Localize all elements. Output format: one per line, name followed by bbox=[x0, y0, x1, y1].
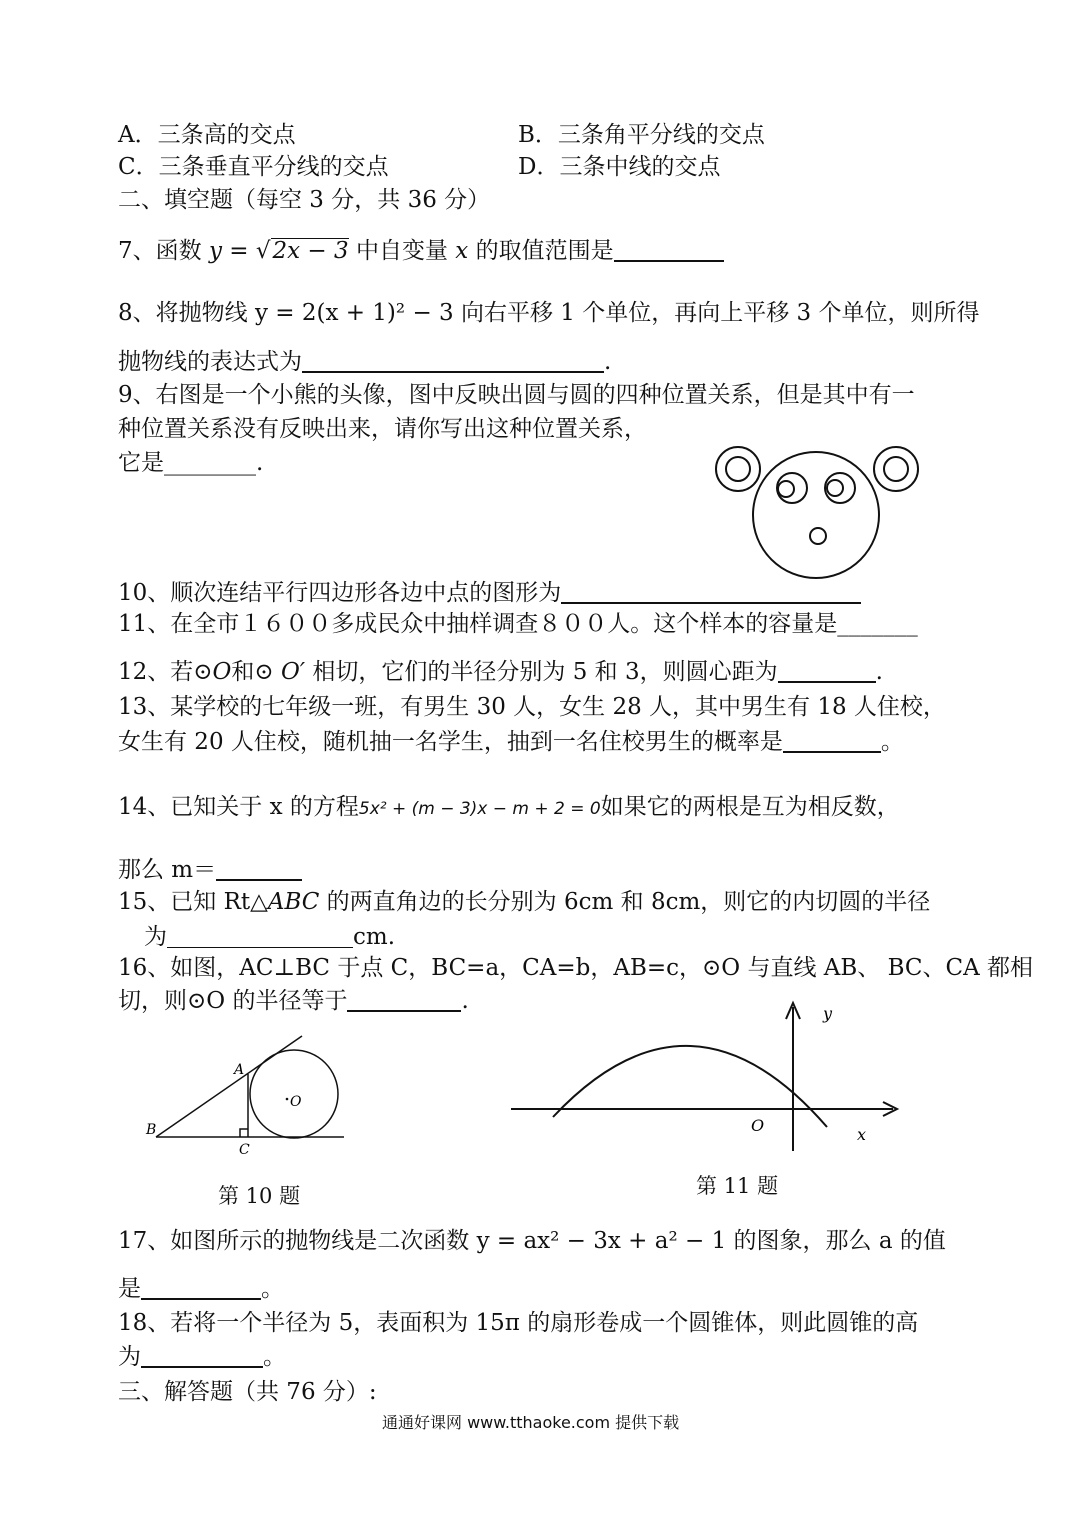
label-origin: O bbox=[751, 1116, 765, 1135]
q8-line2-text: 抛物线的表达式为 bbox=[118, 349, 302, 375]
question-9-line3: 它是________. bbox=[118, 450, 264, 476]
question-18-line2 bbox=[118, 1342, 286, 1372]
right-angle-mark bbox=[240, 1129, 248, 1137]
q7-var: x bbox=[455, 238, 469, 264]
label-y: y bbox=[823, 1004, 833, 1023]
q7-answer-blank[interactable] bbox=[614, 238, 724, 262]
q12-prefix: 12、若⊙ bbox=[118, 659, 213, 685]
q14-prefix: 14、已知关于 x 的方程 bbox=[118, 794, 359, 820]
section-3-heading: 三、解答题（共 76 分）: bbox=[118, 1379, 377, 1405]
right-ear-inner bbox=[884, 457, 908, 481]
label-b: B bbox=[146, 1122, 157, 1138]
label-c: C bbox=[239, 1142, 250, 1158]
radical-sign: √ bbox=[255, 238, 271, 264]
q12-mid: 和⊙ bbox=[231, 659, 281, 685]
q10-text: 10、顺次连结平行四边形各边中点的图形为 bbox=[118, 580, 562, 606]
q8-answer-blank[interactable] bbox=[302, 349, 604, 373]
question-15-line2 bbox=[144, 922, 395, 952]
left-eye-inner bbox=[778, 481, 794, 497]
q7-suffix: 的取值范围是 bbox=[468, 238, 614, 264]
question-16-line2 bbox=[118, 986, 469, 1016]
q17-answer-blank[interactable] bbox=[141, 1276, 261, 1300]
q7-eq: = bbox=[221, 238, 256, 264]
parabola-axes-figure bbox=[505, 995, 915, 1155]
center-dot bbox=[286, 1098, 289, 1101]
question-13-line2 bbox=[118, 727, 904, 757]
question-17-line2 bbox=[118, 1274, 284, 1304]
q16-answer-blank[interactable] bbox=[347, 988, 461, 1012]
q14-answer-blank[interactable] bbox=[216, 857, 302, 881]
q13-answer-blank[interactable] bbox=[783, 729, 881, 753]
q18-answer-blank[interactable] bbox=[141, 1344, 263, 1368]
q15-line1a: 15、已知 Rt△ bbox=[118, 889, 268, 915]
q12-o2: O′ bbox=[281, 659, 306, 685]
q7-func: y bbox=[208, 238, 222, 264]
label-x: x bbox=[857, 1125, 867, 1144]
left-ear-inner bbox=[726, 457, 750, 481]
mouth-circle bbox=[810, 528, 826, 544]
q12-end: . bbox=[875, 659, 883, 685]
question-15-line1 bbox=[118, 887, 930, 917]
q12-answer-blank[interactable] bbox=[778, 659, 876, 683]
question-7 bbox=[118, 236, 724, 266]
right-eye-inner bbox=[827, 480, 843, 496]
q14-suffix: 如果它的两根是互为相反数， bbox=[600, 794, 900, 820]
q18-end: 。 bbox=[263, 1344, 286, 1370]
question-8-line2 bbox=[118, 347, 611, 377]
left-eye-outer bbox=[777, 473, 807, 503]
right-eye-outer bbox=[825, 473, 855, 503]
page-footer: 通通好课网 www.tthaoke.com 提供下载 bbox=[382, 1413, 680, 1432]
q13-line2-text: 女生有 20 人住校，随机抽一名学生，抽到一名住校男生的概率是 bbox=[118, 729, 783, 755]
q13-end: 。 bbox=[880, 729, 904, 755]
figure-10-caption: 第 10 题 bbox=[218, 1184, 301, 1208]
question-8-line1: 8、将抛物线 y = 2(x + 1)² − 3 向右平移 1 个单位，再向上平移 3 个单位，则所得 bbox=[118, 300, 980, 326]
bear-head-figure bbox=[700, 440, 930, 580]
question-14-line1 bbox=[118, 792, 900, 824]
label-o: O bbox=[290, 1094, 302, 1110]
right-ear-outer bbox=[874, 447, 918, 491]
parabola-curve bbox=[553, 1046, 827, 1127]
q14-formula: 5x² + (m − 3)x − m + 2 = 0 bbox=[358, 799, 601, 819]
question-13-line1: 13、某学校的七年级一班，有男生 30 人，女生 28 人，其中男生有 18 人住校， bbox=[118, 694, 946, 720]
option-b: B．三条角平分线的交点 bbox=[518, 122, 765, 148]
q8-end: . bbox=[604, 349, 612, 375]
head-circle bbox=[753, 452, 879, 578]
question-9-line2: 种位置关系没有反映出来，请你写出这种位置关系， bbox=[118, 416, 647, 442]
question-17-line1: 17、如图所示的抛物线是二次函数 y = ax² − 3x + a² − 1 的图象，那么 a 的值 bbox=[118, 1228, 946, 1254]
option-c: C．三条垂直平分线的交点 bbox=[118, 154, 389, 180]
q16-line2-text: 切，则⊙O 的半径等于 bbox=[118, 988, 348, 1014]
question-12 bbox=[118, 657, 883, 687]
question-18-line1: 18、若将一个半径为 5，表面积为 15π 的扇形卷成一个圆锥体，则此圆锥的高 bbox=[118, 1310, 919, 1336]
q12-o1: O bbox=[212, 659, 232, 685]
left-ear-outer bbox=[716, 447, 760, 491]
triangle-circle-figure bbox=[140, 1030, 370, 1160]
line-ab bbox=[156, 1036, 302, 1137]
q16-end: . bbox=[461, 988, 469, 1014]
q15-answer-blank[interactable] bbox=[167, 925, 353, 948]
question-16-line1: 16、如图，AC⊥BC 于点 C，BC=a，CA=b，AB=c，⊙O 与直线 AB、 BC、CA 都相 bbox=[118, 955, 1034, 981]
q7-prefix: 7、函数 bbox=[118, 238, 209, 264]
question-11: 11、在全市１６００多成民众中抽样调查８００人。这个样本的容量是_______ bbox=[118, 611, 918, 637]
label-a: A bbox=[234, 1062, 245, 1078]
q18-line2-text: 为 bbox=[118, 1344, 141, 1370]
q15-line2-text: 为 bbox=[144, 924, 167, 950]
option-a: A．三条高的交点 bbox=[118, 122, 296, 148]
q15-line1b: 的两直角边的长分别为 6cm 和 8cm，则它的内切圆的半径 bbox=[319, 889, 931, 915]
q14-line2-text: 那么 m＝ bbox=[118, 857, 217, 883]
figure-11-caption: 第 11 题 bbox=[696, 1174, 779, 1198]
option-d: D．三条中线的交点 bbox=[518, 154, 721, 180]
q17-end: 。 bbox=[261, 1276, 284, 1302]
q12-suffix: 相切，它们的半径分别为 5 和 3，则圆心距为 bbox=[305, 659, 778, 685]
q15-unit: cm. bbox=[353, 924, 396, 950]
q15-abc: ABC bbox=[267, 889, 320, 915]
question-9-line1: 9、右图是一个小熊的头像，图中反映出圆与圆的四种位置关系，但是其中有一 bbox=[118, 382, 915, 408]
q10-answer-blank[interactable] bbox=[561, 580, 861, 604]
section-2-heading: 二、填空题（每空 3 分，共 36 分） bbox=[118, 187, 491, 213]
question-10 bbox=[118, 578, 861, 608]
q17-line2-text: 是 bbox=[118, 1276, 141, 1302]
q7-radicand: 2x − 3 bbox=[272, 238, 349, 264]
question-14-line2 bbox=[118, 855, 302, 885]
q7-middle: 中自变量 bbox=[348, 238, 456, 264]
